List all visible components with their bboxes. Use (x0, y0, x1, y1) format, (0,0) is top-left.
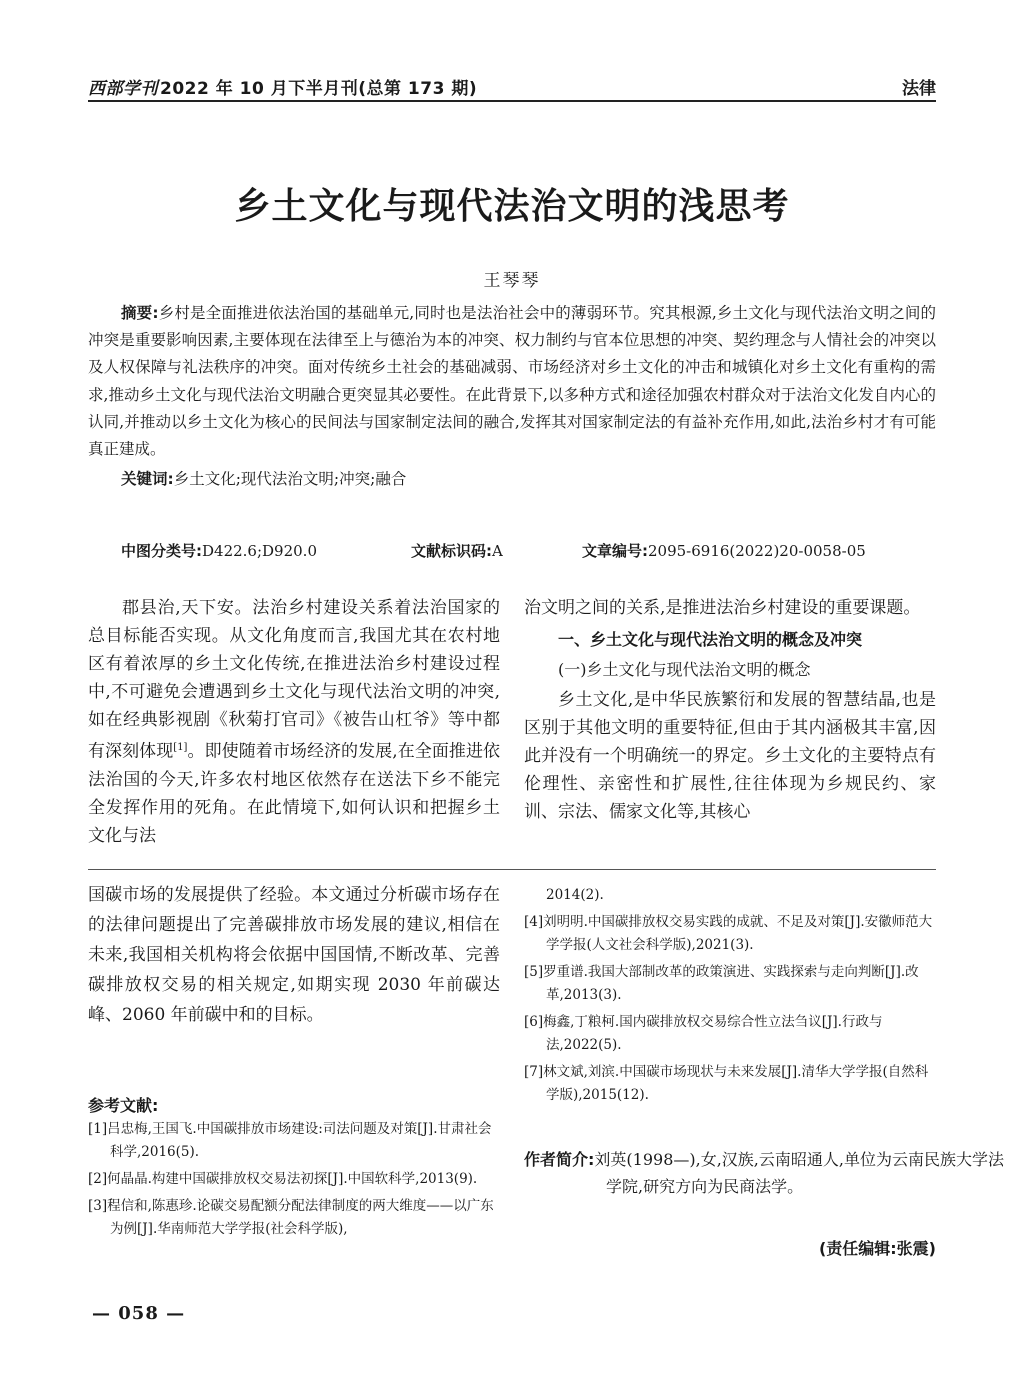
page-number: — 058 — (92, 1303, 186, 1324)
prev-article-conclusion: 国碳市场的发展提供了经验。本文通过分析碳市场存在的法律问题提出了完善碳排放市场发展的建议,相信在未来,我国相关机构将会依据中国国情,不断改革、完善碳排放权交易的相关规定,如期实现 2030 年前碳达峰、2060 年前碳中和的目标。 (88, 885, 500, 1025)
references-left (88, 1118, 502, 1245)
reference-item: [7]林文斌,刘滨.中国碳市场现状与未来发展[J].清华大学学报(自然科学版),2015(12). (524, 1064, 929, 1103)
article-title: 乡土文化与现代法治文明的浅思考 (234, 186, 790, 227)
keywords-label: 关键词: (121, 470, 174, 489)
paragraph-rural-culture: 乡土文化,是中华民族繁衍和发展的智慧结晶,也是区别于其他文明的重要特征,但由于其内涵极其丰富,因此并没有一个明确统一的界定。乡土文化的主要特点有伦理性、亲密性和扩展性,往往体现为乡规民约、家训、宗法、儒家文化等,其核心 (524, 690, 936, 822)
intro-continuation: 治文明之间的关系,是推进法治乡村建设的重要课题。 (524, 598, 921, 618)
section-label: 法律 (902, 79, 936, 99)
author-bio (524, 1146, 1018, 1200)
bio-label: 作者简介: (524, 1150, 595, 1169)
header-rule (88, 100, 936, 102)
intro-paragraph (88, 594, 500, 850)
abstract-label: 摘要: (121, 304, 159, 322)
reference-item: [6]梅鑫,丁粮柯.国内碳排放权交易综合性立法刍议[J].行政与法,2022(5). (524, 1014, 883, 1053)
journal-logo: 西部学刊 (88, 79, 158, 99)
abstract-text: 乡村是全面推进依法治国的基础单元,同时也是法治社会中的薄弱环节。究其根源,乡土文化与现代法治文明之间的冲突是重要影响因素,主要体现在法律至上与德治为本的冲突、权力制约与官本位思想的冲突、契约理念与人情社会的冲突以及人权保障与礼法秩序的冲突。面对传统乡土社会的基础减弱、市场经济对乡土文化的冲击和城镇化对乡土文化有重构的需求,推动乡土文化与现代法治文明融合更突显其必要性。在此背景下,以多种方式和途径加强农村群众对于法治文化发自内心的认同,并推动以乡土文化为核心的民间法与国家制定法间的融合,发挥其对国家制定法的有益补充作用,如此,法治乡村才有可能真正建成。 (88, 304, 937, 459)
intro-text: 郡县治,天下安。法治乡村建设关系着法治国家的总目标能否实现。从文化角度而言,我国尤其在农村地区有着浓厚的乡土文化传统,在推进法治乡村建设过程中,不可避免会遭遇到乡土文化与现代法治文明的冲突,如在经典影视剧《秋菊打官司》《被告山杠爷》等中都有深刻体现 (88, 598, 500, 762)
classification-row (121, 540, 936, 561)
citation-1: [1] (173, 742, 188, 753)
issue-info: 2022 年 10 月下半月刊(总第 173 期) (160, 79, 478, 99)
article-no-value: 2095-6916(2022)20-0058-05 (648, 542, 866, 560)
references-right (524, 884, 936, 1111)
responsible-editor: (责任编辑:张震) (818, 1239, 936, 1258)
keywords-line (88, 466, 936, 493)
reference-item: [3]程信和,陈惠珍.论碳交易配额分配法律制度的两大维度——以广东为例[J].华南师范大学学报(社会科学版), (88, 1198, 494, 1237)
doc-code-value: A (492, 542, 503, 560)
doc-code-label: 文献标识码: (411, 542, 492, 560)
reference-item: [5]罗重谱.我国大部制改革的政策演进、实践探索与走向判断[J].改革,2013(3). (524, 964, 919, 1003)
body-left-column (88, 594, 500, 850)
abstract (88, 300, 936, 493)
keywords-text: 乡土文化;现代法治文明;冲突;融合 (173, 470, 407, 489)
section-heading-1: 一、乡土文化与现代法治文明的概念及冲突 (558, 630, 863, 649)
intro-text-tail: 。即使随着市场经济的发展,在全面推进依法治国的今天,许多农村地区依然存在送法下乡不能完全发挥作用的死角。在此情境下,如何认识和把握乡土文化与法 (88, 741, 500, 846)
article-separator (88, 869, 936, 870)
reference-item: [2]何晶晶.构建中国碳排放权交易法初探[J].中国软科学,2013(9). (88, 1171, 478, 1187)
references-heading: 参考文献: (88, 1096, 159, 1115)
article-author: 王琴琴 (483, 271, 541, 291)
reference-item: [1]吕忠梅,王国飞.中国碳排放市场建设:司法问题及对策[J].甘肃社会科学,2016(5). (88, 1121, 492, 1160)
clc-value: D422.6;D920.0 (202, 542, 317, 560)
bio-text: 刘英(1998—),女,汉族,云南昭通人,单位为云南民族大学法学院,研究方向为民商法学。 (594, 1150, 1004, 1196)
running-header-issue (88, 74, 477, 99)
article-no-label: 文章编号: (582, 542, 648, 560)
subsection-heading-1: (一)乡土文化与现代法治文明的概念 (558, 660, 811, 679)
clc-label: 中图分类号: (121, 542, 202, 560)
body-right-column (524, 594, 936, 826)
reference-item-continued: 2014(2). (546, 887, 604, 903)
reference-item: [4]刘明明.中国碳排放权交易实践的成就、不足及对策[J].安徽师范大学学报(人文社会科学版),2021(3). (524, 914, 933, 953)
